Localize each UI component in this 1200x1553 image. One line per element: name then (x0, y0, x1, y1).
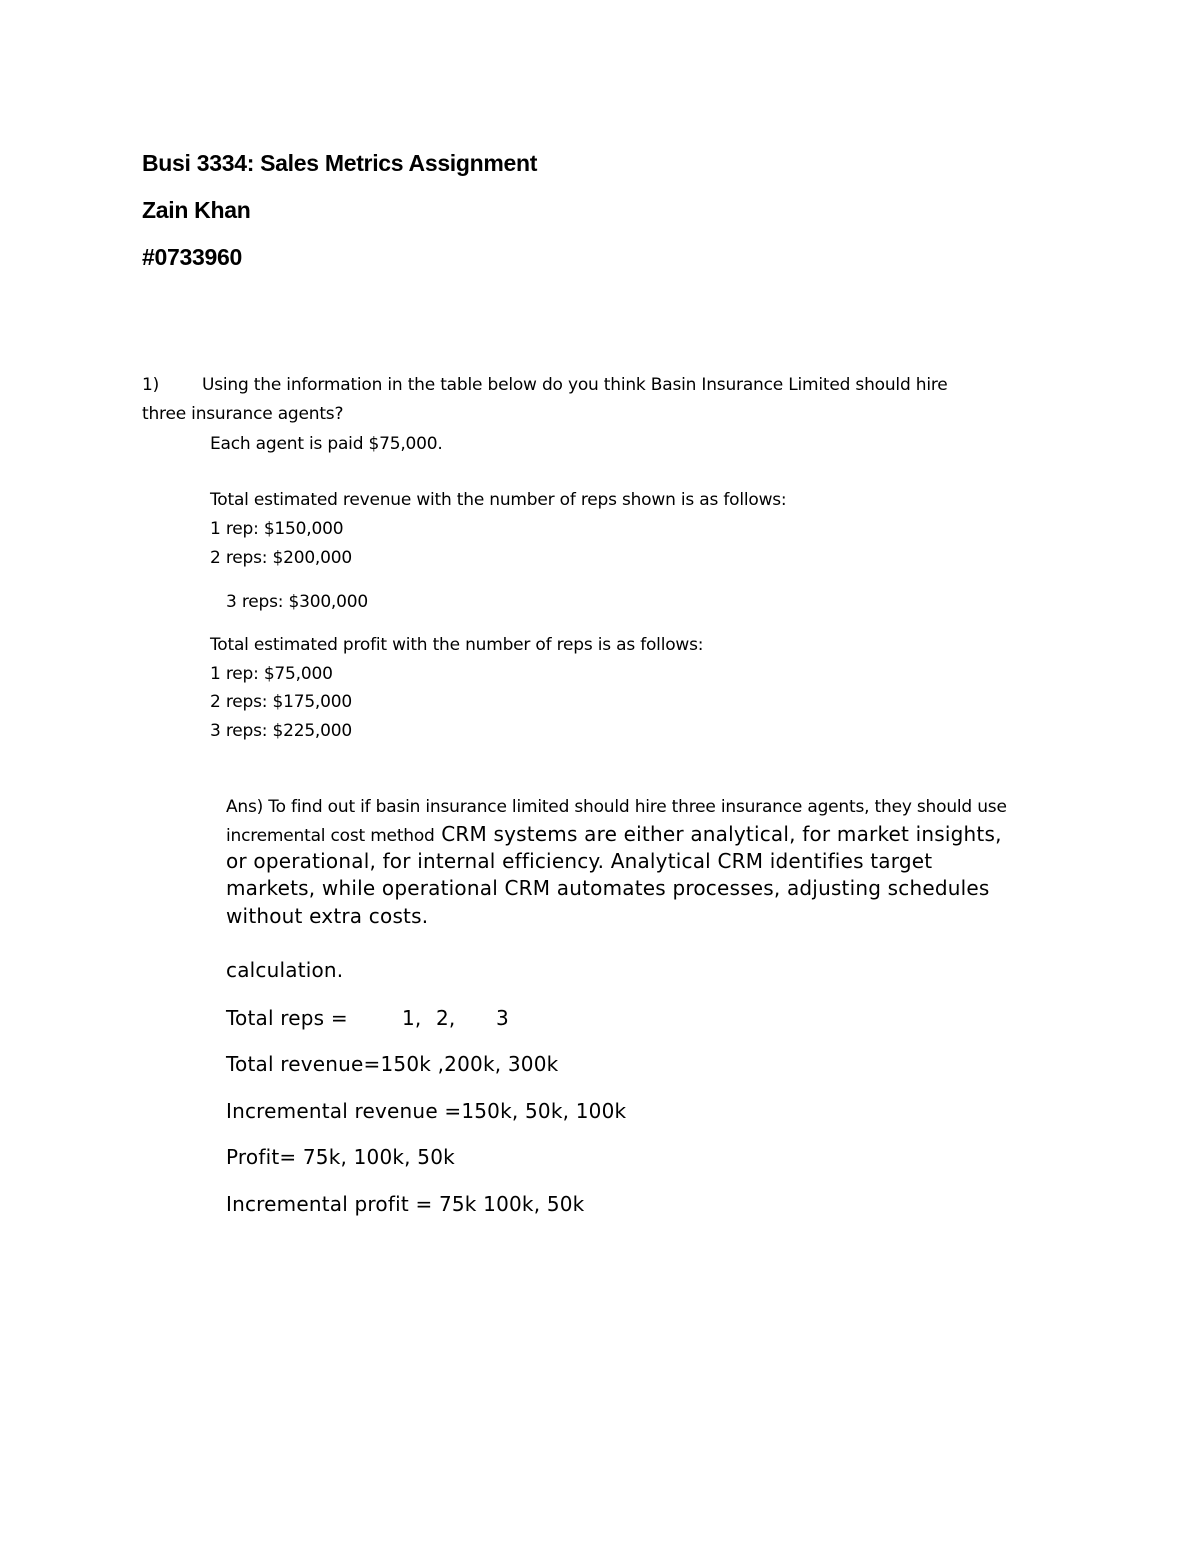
profit-item: 2 reps: $175,000 (210, 692, 352, 712)
incremental-revenue-line: Incremental revenue =150k, 50k, 100k (226, 1099, 627, 1123)
answer-intro-line2 (226, 822, 1002, 846)
total-reps-value: 3 (496, 1006, 509, 1030)
answer-method-text: incremental cost method (226, 826, 435, 846)
course-title: Busi 3334: Sales Metrics Assignment (142, 150, 538, 176)
profit-item: 1 rep: $75,000 (210, 664, 333, 684)
revenue-item: 2 reps: $200,000 (210, 548, 352, 568)
total-reps-label: Total reps = (226, 1006, 348, 1030)
answer-line5: without extra costs. (226, 904, 429, 928)
calculation-label: calculation. (226, 958, 344, 982)
total-revenue-line: Total revenue=150k ,200k, 300k (226, 1052, 559, 1076)
question-number: 1) (142, 375, 160, 395)
total-reps-value: 2, (436, 1006, 456, 1030)
revenue-heading: Total estimated revenue with the number of reps shown is as follows: (210, 490, 787, 510)
revenue-item: 3 reps: $300,000 (226, 592, 368, 612)
profit-line: Profit= 75k, 100k, 50k (226, 1145, 455, 1169)
answer-line4: markets, while operational CRM automates processes, adjusting schedules (226, 876, 990, 900)
question-text-line1: Using the information in the table below do you think Basin Insurance Limited should hire (202, 375, 948, 395)
profit-item: 3 reps: $225,000 (210, 721, 352, 741)
question-text-line2: three insurance agents? (142, 404, 344, 424)
revenue-item: 1 rep: $150,000 (210, 519, 344, 539)
agent-pay: Each agent is paid $75,000. (210, 434, 443, 454)
answer-line3: or operational, for internal efficiency. Analytical CRM identifies target (226, 849, 933, 873)
profit-heading: Total estimated profit with the number of reps is as follows: (210, 635, 704, 655)
student-name: Zain Khan (142, 197, 251, 223)
answer-intro-line1: Ans) To find out if basin insurance limited should hire three insurance agents, they should use (226, 797, 1007, 817)
total-reps-value: 1, (402, 1006, 422, 1030)
student-id: #0733960 (142, 244, 242, 270)
incremental-profit-line: Incremental profit = 75k 100k, 50k (226, 1192, 585, 1216)
answer-crm-text: CRM systems are either analytical, for market insights, (434, 822, 1002, 846)
